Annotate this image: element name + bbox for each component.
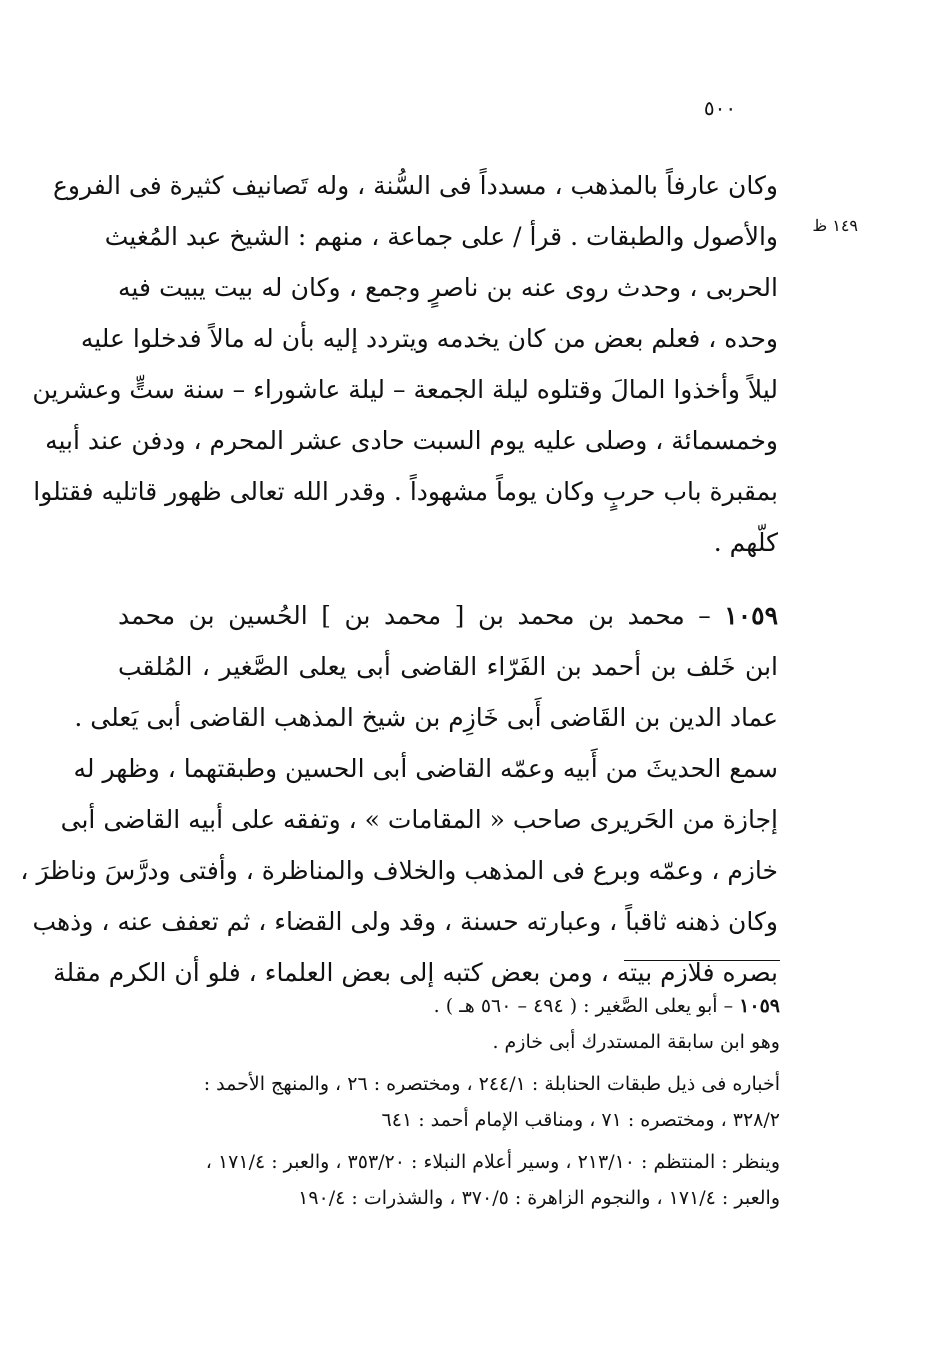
footnote-entry-number: ١٠٥٩	[739, 995, 780, 1017]
text-line: ابن خَلف بن أحمد بن الفَرّاء القاضى أبى يعلى الصَّغير ، المُلقب	[118, 652, 778, 681]
footnote-separator	[624, 960, 780, 961]
text-line: خازم ، وعمّه وبرع فى المذهب والخلاف والمناظرة ، وأفتى ودرَّسَ وناظرَ ،	[20, 856, 778, 885]
text-line: سمع الحديثَ من أَبيه وعمّه القاضى أبى الحسين وطبقتهما ، وظهر له	[73, 754, 778, 783]
footnotes	[118, 988, 780, 1216]
paragraph-gap	[118, 568, 778, 590]
entry-number: ١٠٥٩	[724, 601, 778, 630]
text-line: والأصول والطبقات . قرأ / على جماعة ، منهم : الشيخ عبد المُغيث	[104, 222, 778, 251]
footnote-line: والعبر : ١٧١/٤ ، والنجوم الزاهرة : ٣٧٠/٥ ، والشذرات : ١٩٠/٤	[298, 1187, 780, 1209]
text-line: وكان ذهنه ثاقباً ، وعبارته حسنة ، وقد ولى القضاء ، ثم تعفف عنه ، وذهب	[32, 907, 778, 936]
entry-heading-text: – محمد بن محمد بن [ محمد بن ] الحُسين بن محمد	[118, 601, 725, 630]
text-line: الحربى ، وحدث روى عنه بن ناصرٍ وجمع ، وكان له بيت يبيت فيه	[118, 273, 778, 302]
text-line: بصره فلازم بيته ، ومن بعض كتبه إلى بعض العلماء ، فلو أن الكرم مقلة	[53, 958, 778, 987]
text-line: إجازة من الحَريرى صاحب « المقامات » ، وتفقه على أبيه القاضى أبى	[60, 805, 778, 834]
footnote-heading-line	[118, 988, 780, 1024]
footnote-line: ٣٢٨/٢ ، ومختصره : ٧١ ، ومناقب الإمام أحمد : ٦٤١	[381, 1109, 780, 1131]
text-line: بمقبرة باب حربٍ وكان يوماً مشهوداً . وقدر الله تعالى ظهور قاتليه فقتلوا	[33, 477, 778, 506]
text-line: وكان عارفاً بالمذهب ، مسدداً فى السُّنة ، وله تَصانيف كثيرة فى الفروع	[52, 171, 778, 200]
text-line: كلّهم .	[713, 528, 778, 557]
text-line: وخمسمائة ، وصلى عليه يوم السبت حادى عشر المحرم ، ودفن عند أبيه	[45, 426, 778, 455]
manuscript-folio-note: ١٤٩ ظ	[812, 216, 858, 235]
footnote-heading-text: – أبو يعلى الصَّغير : ( ٤٩٤ – ٥٦٠ هـ ) .	[433, 995, 740, 1017]
page-number: ٥٠٠	[703, 96, 737, 120]
entry-heading-line	[118, 590, 778, 641]
footnote-line: وينظر : المنتظم : ٢١٣/١٠ ، وسير أعلام النبلاء : ٣٥٣/٢٠ ، والعبر : ١٧١/٤ ،	[205, 1151, 780, 1173]
text-line: عماد الدين بن القَاضى أَبى خَازِم بن شيخ المذهب القاضى أبى يَعلى .	[74, 703, 778, 732]
text-line: وحده ، فعلم بعض من كان يخدمه ويتردد إليه بأن له مالاً فدخلوا عليه	[80, 324, 778, 353]
footnote-line: أخباره فى ذيل طبقات الحنابلة : ٢٤٤/١ ، ومختصره : ٢٦ ، والمنهج الأحمد :	[203, 1073, 780, 1095]
footnote-line: وهو ابن سابقة المستدرك أبى خازم .	[492, 1031, 780, 1053]
text-line: ليلاً وأخذوا المالَ وقتلوه ليلة الجمعة – ليلة عاشوراء – سنة ستٍّ وعشرين	[32, 375, 778, 404]
main-text	[20, 160, 778, 998]
